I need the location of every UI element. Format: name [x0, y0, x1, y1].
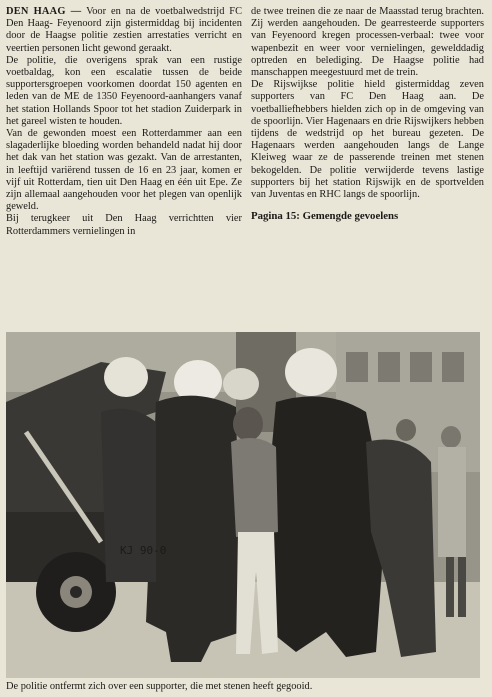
dateline: DEN HAAG — [6, 6, 82, 17]
article-column-right [251, 6, 484, 222]
photo-caption: De politie ontfermt zich over een supporter, die met stenen heeft gegooid. [6, 681, 313, 692]
article-paragraph: de twee treinen die ze naar de Maasstad terug brachten. Zij werden aangehouden. De gearresteerde supporters van Feyenoord kregen processen-verbaal: twee voor wapenbezit en weer voor vernielingen, gewelddadig optreden en belediging. De Haagse politie had manschappen meegestuurd met de trein. [251, 6, 484, 79]
article-column-left [6, 6, 242, 238]
article-paragraph: De politie, die overigens sprak van een rustige voetbaldag, kon een escalatie tussen de beide supportersgroepen voorkomen doordat 150 agenten en leden van de ME de 1350 Feyenoord-aanhangers vanaf het station Hollands Spoor tot het stadion Zuiderpark in het gareel wisten te houden. [6, 54, 242, 127]
article-paragraph [6, 6, 242, 55]
news-photo [6, 332, 480, 678]
cross-reference: Pagina 15: Gemengde gevoelens [251, 210, 399, 223]
paragraph-text: Voor en na de voetbalwedstrijd FC Den Haag- Feyenoord zijn gistermiddag bij incidenten door de Haagse politie zestien arrestaties verricht en veertien personen licht gewond geraakt. [6, 6, 243, 54]
photo-illustration [6, 332, 480, 678]
article-paragraph: De Rijswijkse politie hield gistermiddag zeven supporters van FC Den Haag aan. De voetballiefhebbers hielden zich op in de omgeving van de spoorlijn. Vier Hagenaars en drie Rijswijkers hebben tijdens de wedstrijd op het bureau gezeten. De Hagenaars werden aangehouden langs de Lange Kleiweg waar ze de passerende treinen met stenen bekogelden. De politie verwijderde tevens lastige supporters bij het station Rijswijk en de sportvelden van Juventas en RHC langs de spoorlijn. [251, 79, 484, 201]
article-paragraph: Van de gewonden moest een Rotterdammer aan een slagaderlijke bloeding worden behandeld nadat hij door het dak van het station was gezakt. Van de arrestanten, in leeftijd variërend tussen de 16 en 23 jaar, komen er vijf uit Rotterdam, tien uit Den Haag en één uit Epe. Ze zijn allemaal aangehouden voor het plegen van openlijk geweld. [6, 128, 242, 213]
license-plate: KJ 90-0 [120, 544, 167, 557]
article-paragraph: Bij terugkeer uit Den Haag verrichtten vier Rotterdammers vernielingen in [6, 213, 242, 237]
